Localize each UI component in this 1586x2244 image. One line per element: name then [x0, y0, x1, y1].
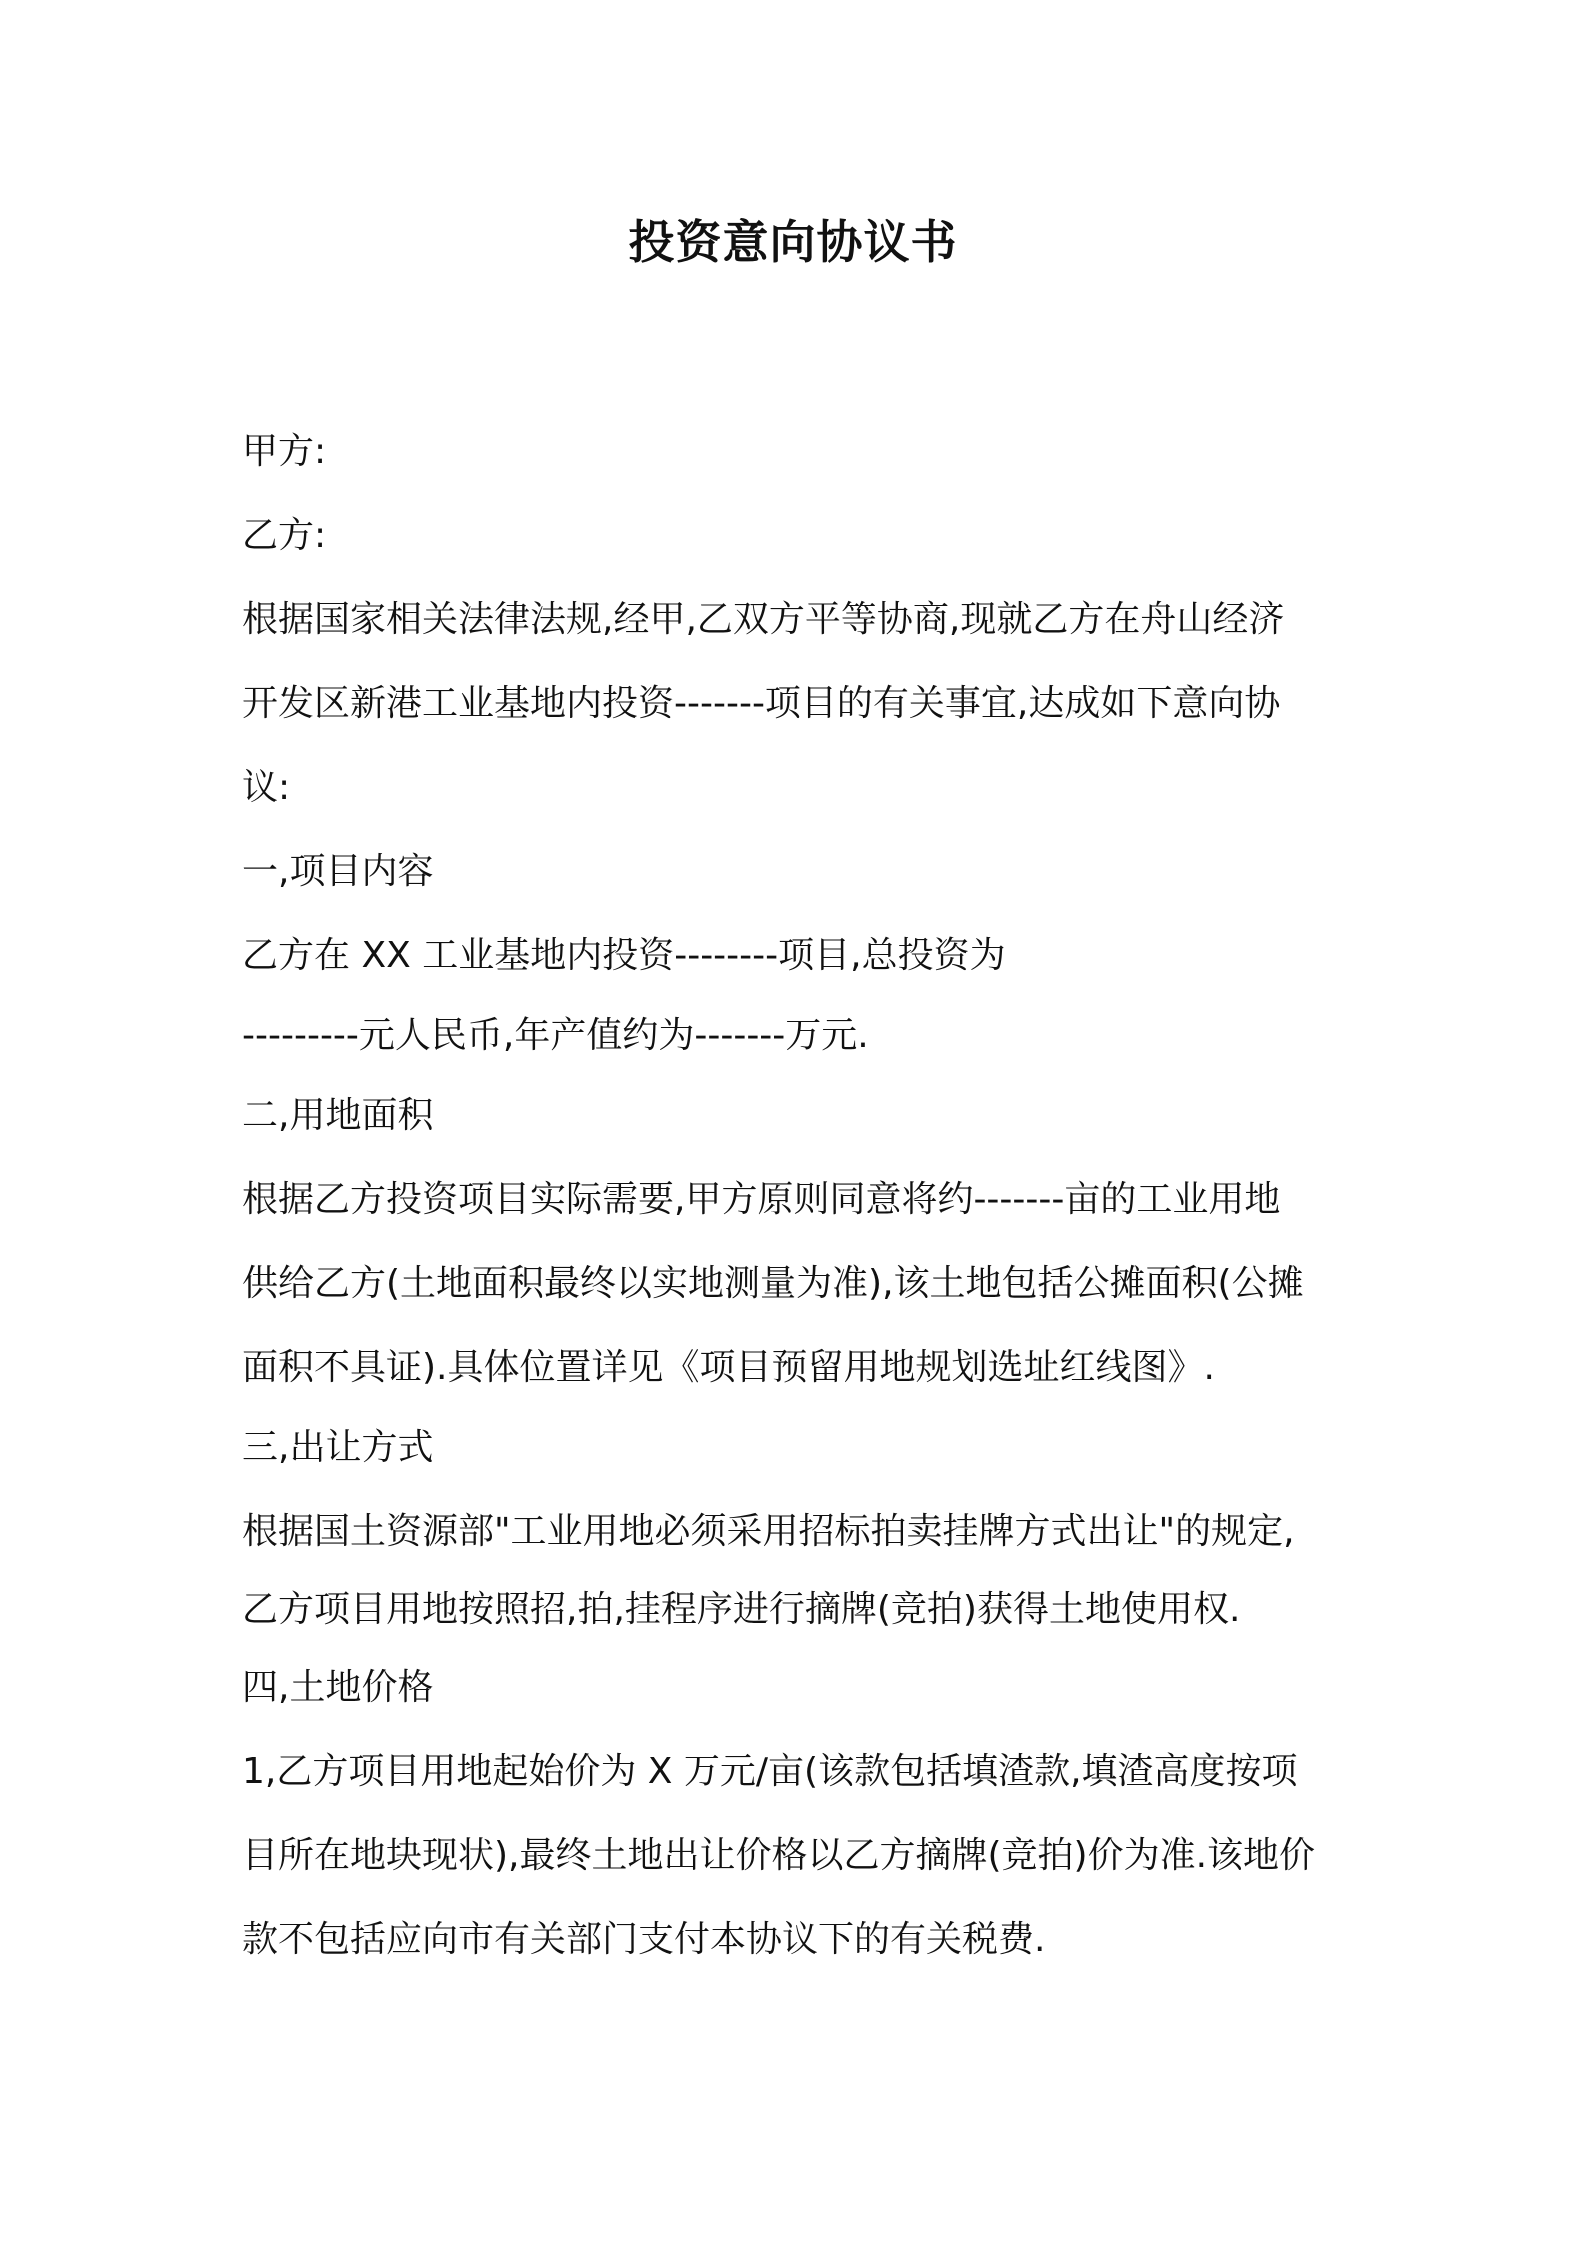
section-heading-2: 二,用地面积 — [242, 1095, 434, 1136]
section-4-line-3: 款不包括应向市有关部门支付本协议下的有关税费. — [242, 1919, 1046, 1960]
section-2-line-1: 根据乙方投资项目实际需要,甲方原则同意将约-------亩的工业用地 — [242, 1179, 1281, 1220]
preamble-line-2: 开发区新港工业基地内投资-------项目的有关事宜,达成如下意向协 — [242, 683, 1281, 724]
section-3-line-2: 乙方项目用地按照招,拍,挂程序进行摘牌(竞拍)获得土地使用权. — [242, 1589, 1241, 1630]
section-2-line-3: 面积不具证).具体位置详见《项目预留用地规划选址红线图》. — [242, 1347, 1215, 1388]
preamble-line-3: 议: — [242, 767, 291, 808]
party-a-line: 甲方: — [242, 431, 327, 472]
section-3-line-1: 根据国土资源部"工业用地必须采用招标拍卖挂牌方式出让"的规定, — [242, 1511, 1295, 1552]
section-2-line-2: 供给乙方(土地面积最终以实地测量为准),该土地包括公摊面积(公摊 — [242, 1263, 1304, 1304]
party-b-line: 乙方: — [242, 515, 327, 556]
section-1-line-1: 乙方在 XX 工业基地内投资--------项目,总投资为 — [242, 935, 1006, 976]
section-4-line-1: 1,乙方项目用地起始价为 X 万元/亩(该款包括填渣款,填渣高度按项 — [242, 1751, 1298, 1792]
section-heading-3: 三,出让方式 — [242, 1427, 434, 1468]
section-heading-4: 四,土地价格 — [242, 1667, 434, 1708]
document-title: 投资意向协议书 — [628, 215, 958, 269]
section-4-line-2: 目所在地块现状),最终土地出让价格以乙方摘牌(竞拍)价为准.该地价 — [242, 1835, 1316, 1876]
document-body — [242, 410, 1362, 1982]
section-1-line-2: ---------元人民币,年产值约为-------万元. — [242, 1015, 869, 1056]
section-heading-1: 一,项目内容 — [242, 851, 434, 892]
preamble-line-1: 根据国家相关法律法规,经甲,乙双方平等协商,现就乙方在舟山经济 — [242, 599, 1285, 640]
